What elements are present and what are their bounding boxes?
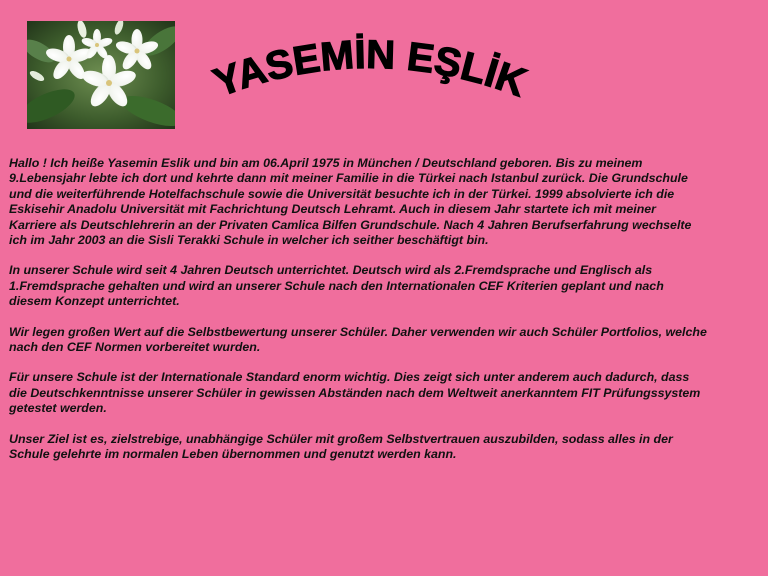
paragraph-introduction: Hallo ! Ich heiße Yasemin Eslik und bin am 06.April 1975 in München / Deutschland geboren. Bis zu meinem 9.Lebensjahr lebte ich dort und kehrte dann mit meiner Familie in die Türkei nach Istanbul zurück. Die Grundschule und die weiterführende Hotelfachschule sowie die Universität besuchte ich in der Türkei. 1999 absolvierte ich die Eskisehir Anadolu Universität mit Fachrichtung Deutsch Lehramt. Auch in diesem Jahr startete ich mit meiner Karriere als Deutschlehrerin an der Privaten Camlica Bilfen Grundschule. Nach 4 Jahren Berufserfahrung wechselte ich im Jahr 2003 an die Sisli Terakki Schule in welcher ich seither beschäftigt bin. xyxy=(9,156,692,248)
paragraph-goal: Unser Ziel ist es, zielstrebige, unabhängige Schüler mit großem Selbstvertrauen auszubilden, sodass alles in der Schule gelehrte im normalen Leben übernommen und genutzt werden kann. xyxy=(9,431,673,462)
biography-text xyxy=(9,156,749,478)
paragraph-international-standard: Für unsere Schule ist der Internationale Standard enorm wichtig. Dies zeigt sich unter anderem auch dadurch, dass die Deutschkenntnisse unserer Schüler in gewissen Abständen nach dem Weltweit anerkanntem FIT Prüfungssystem getestet werden. xyxy=(9,370,701,416)
jasmine-flower-photo xyxy=(27,21,175,129)
paragraph-german-lessons: In unserer Schule wird seit 4 Jahren Deutsch unterrichtet. Deutsch wird als 2.Fremdsprache und Englisch als 1.Fremdsprache gehalten und wird an unserer Schule nach den Internationalen CEF Kriterien geplant und nach diesem Konzept unterrichtet. xyxy=(9,263,664,309)
paragraph-self-assessment: Wir legen großen Wert auf die Selbstbewertung unserer Schüler. Daher verwenden wir auch Schüler Portfolios, welche nach den CEF Normen vorbereitet wurden. xyxy=(9,324,707,355)
title-wordart xyxy=(180,20,560,130)
page-title xyxy=(208,33,532,106)
page-title-text: YASEMİN EŞLİK xyxy=(208,32,532,106)
